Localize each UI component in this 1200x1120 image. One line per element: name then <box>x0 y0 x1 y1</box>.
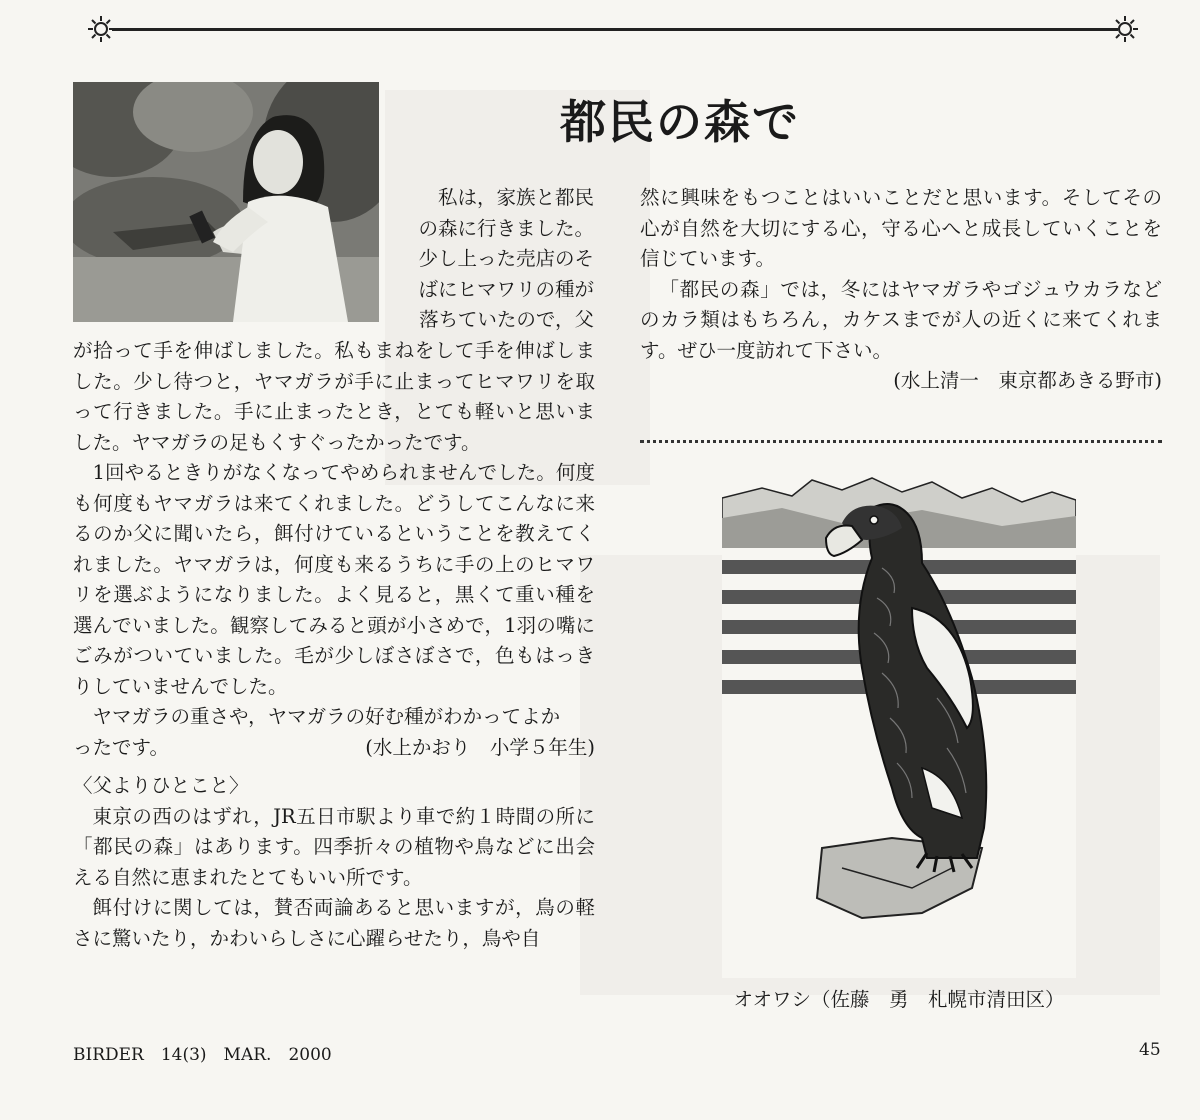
right-column <box>640 183 1162 397</box>
sun-ornament-icon <box>86 14 116 44</box>
text-line: の森に行きました。 <box>418 216 594 240</box>
journal-footer: BIRDER 14(3) MAR. 2000 <box>73 1045 332 1065</box>
author-signature: (水上かおり 小学５年生) <box>365 735 595 759</box>
paragraph: が拾って手を伸ばしました。私もまねをして手を伸ばしました。少し待つと，ヤマガラが手に止まってヒマワリを取って行きました。手に止まったとき，とても軽いと思いました。ヤマガラの足もくすぐったかったです。 <box>73 339 595 454</box>
closing-line <box>73 733 595 764</box>
text-line: 落ちていたので，父 <box>419 308 594 331</box>
section-heading: 〈父よりひとこと〉 <box>73 774 249 797</box>
paragraph-continued: 然に興味をもつことはいいことだと思います。そしてその心が自然を大切にする心，守る心へと成長していくことを信じています。 <box>640 186 1162 270</box>
article-title: 都民の森で <box>560 95 800 149</box>
eagle-woodcut-illustration <box>722 468 1076 978</box>
top-rule <box>112 28 1118 31</box>
paragraph: 餌付けに関しては，賛否両論あると思いますが，鳥の軽さに驚いたり，かわいらしさに心躍らせたり，鳥や自 <box>73 896 595 950</box>
paragraph: ヤマガラの重さや，ヤマガラの好む種がわかってよか <box>92 705 561 728</box>
paragraph: 1回やるときりがなくなってやめられませんでした。何度も何度もヤマガラは来てくれました。どうしてこんなに来るのか父に聞いたら，餌付けているということを教えてくれました。ヤマガラは，何度も来るうちに手の上のヒマワリを選ぶようになりました。よく見ると，黒くて重い種を選んでいました。観察してみると頭が小さめで，1羽の嘴にごみがついていました。毛が少しぼさぼさで，色もはっきりしていませんでした。 <box>73 461 595 698</box>
sun-ornament-icon <box>1110 14 1140 44</box>
dotted-divider <box>640 440 1162 443</box>
illustration-caption: オオワシ（佐藤 勇 札幌市清田区） <box>733 988 1065 1011</box>
text-line: 少し上った売店のそ <box>418 247 594 270</box>
page-number: 45 <box>1139 1040 1161 1060</box>
paragraph: 「都民の森」では，冬にはヤマガラやゴジュウカラなどのカラ類はもちろん，カケスまでが人の近くに来てくれます。ぜひ一度訪れて下さい。 <box>640 277 1162 362</box>
text-line: ばにヒマワリの種が <box>418 277 594 301</box>
paragraph: 東京の西のはずれ，JR五日市駅より車で約１時間の所に「都民の森」はあります。四季折々の植物や鳥などに出会える自然に恵まれたとてもいい所です。 <box>73 804 595 889</box>
paragraph-end: ったです。 <box>73 735 169 759</box>
left-column <box>73 336 595 954</box>
author-signature: (水上清一 東京都あきる野市) <box>893 369 1162 392</box>
text-line: 私は，家族と都民 <box>437 186 594 209</box>
photo-girl-feeding-bird <box>73 82 379 322</box>
intro-lines <box>404 183 594 336</box>
spacer <box>73 763 595 771</box>
